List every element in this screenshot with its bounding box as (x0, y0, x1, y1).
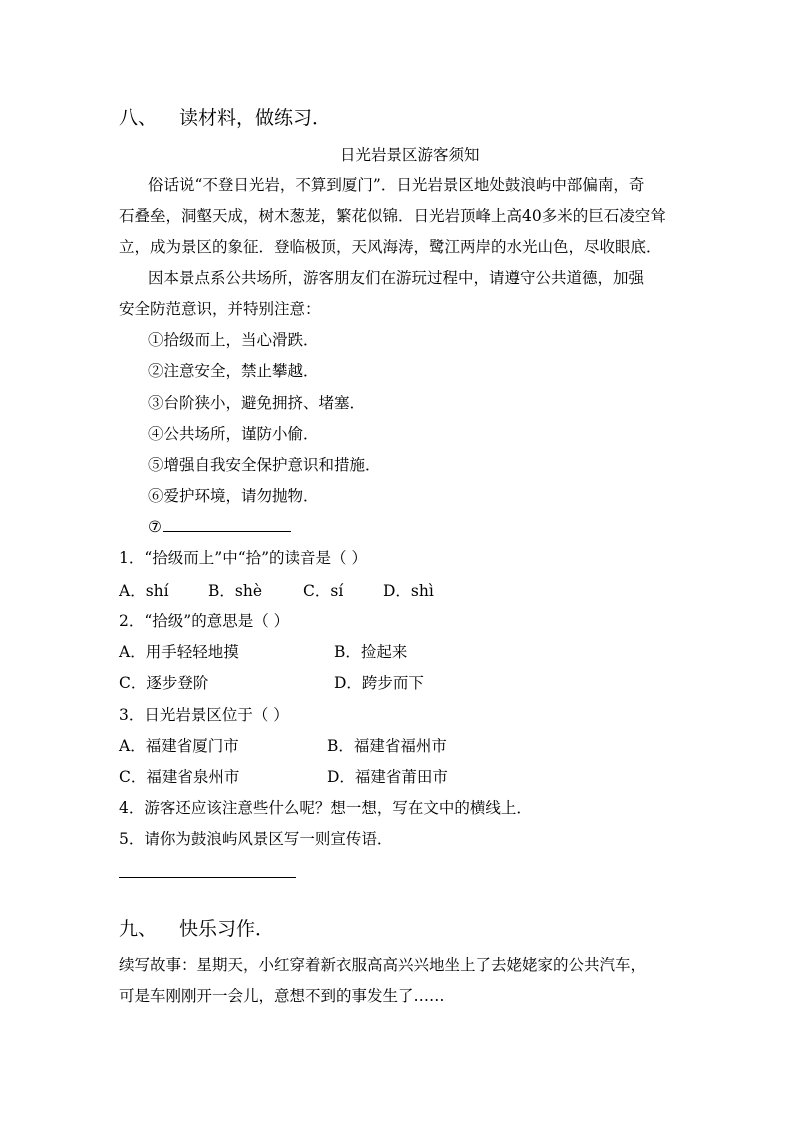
q3-option-c[interactable]: C．福建省泉州市 (119, 768, 240, 786)
rule-item: ⑤增强自我安全保护意识和措施． (148, 456, 381, 474)
paragraph-1-line: 立，成为景区的象征．登临极顶，天风海涛，鹭江两岸的水光山色，尽收眼底． (119, 238, 662, 256)
writing-prompt-line: 可是车刚刚开一会儿，意想不到的事发生了…… (119, 987, 445, 1005)
q3-option-b[interactable]: B．福建省福州市 (327, 737, 447, 755)
rule-item: ④公共场所，谨防小偷． (148, 425, 319, 443)
rule-item-blank (148, 517, 291, 537)
section-9-heading (119, 917, 274, 941)
q3-option-a[interactable]: A．福建省厦门市 (119, 737, 239, 755)
q1-option-a[interactable]: A．shí (119, 582, 169, 600)
answer-line[interactable] (119, 877, 296, 878)
paragraph-1-line: 石叠垒，洞壑天成，树木葱茏，繁花似锦．日光岩顶峰上高40多米的巨石凌空耸 (119, 207, 666, 225)
rule-item: ⑥爱护环境，请勿抛物． (148, 487, 319, 505)
rule-item: ③台阶狭小，避免拥挤、堵塞． (148, 394, 366, 412)
q2-option-b[interactable]: B．捡起来 (334, 643, 408, 661)
question-2: 2．“拾级”的意思是（ ） (119, 612, 290, 630)
question-4: 4．游客还应该注意些什么呢？想一想，写在文中的横线上． (119, 799, 532, 817)
q2-option-c[interactable]: C．逐步登阶 (119, 674, 209, 692)
section-8-label: 读材料，做练习． (179, 107, 332, 129)
q2-option-a[interactable]: A．用手轻轻地摸 (119, 643, 239, 661)
question-3: 3．日光岩景区位于（ ） (119, 706, 289, 724)
paragraph-2-line: 安全防范意识，并特别注意： (119, 300, 321, 318)
writing-prompt-line: 续写故事：星期天，小红穿着新衣服高高兴兴地坐上了去姥姥家的公共汽车， (119, 956, 647, 974)
q1-option-c[interactable]: C．sí (303, 582, 344, 600)
q1-option-d[interactable]: D．shì (383, 582, 434, 600)
question-5: 5．请你为鼓浪屿风景区写一则宣传语． (119, 830, 393, 848)
q1-option-b[interactable]: B．shè (208, 582, 263, 600)
notice-title: 日光岩景区游客须知 (340, 146, 480, 164)
paragraph-1-line: 俗话说“不登日光岩，不算到厦门”．日光岩景区地处鼓浪屿中部偏南，奇 (148, 176, 645, 194)
paragraph-2-line: 因本景点系公共场所，游客朋友们在游玩过程中，请遵守公共道德，加强 (148, 269, 645, 287)
q2-option-d[interactable]: D．跨步而下 (334, 674, 424, 692)
section-8-heading (119, 106, 331, 130)
section-8-number: 八、 (119, 107, 158, 129)
section-9-number: 九、 (119, 918, 158, 940)
section-9-label: 快乐习作． (179, 918, 275, 940)
fill-in-blank-line[interactable] (163, 517, 291, 532)
rule-item-number: ⑦ (148, 518, 162, 536)
rule-item: ②注意安全，禁止攀越． (148, 362, 319, 380)
question-1: 1．“拾级而上”中“拾”的读音是（ ） (119, 549, 367, 567)
rule-item: ①拾级而上，当心滑跌． (148, 331, 319, 349)
q3-option-d[interactable]: D．福建省莆田市 (327, 768, 448, 786)
